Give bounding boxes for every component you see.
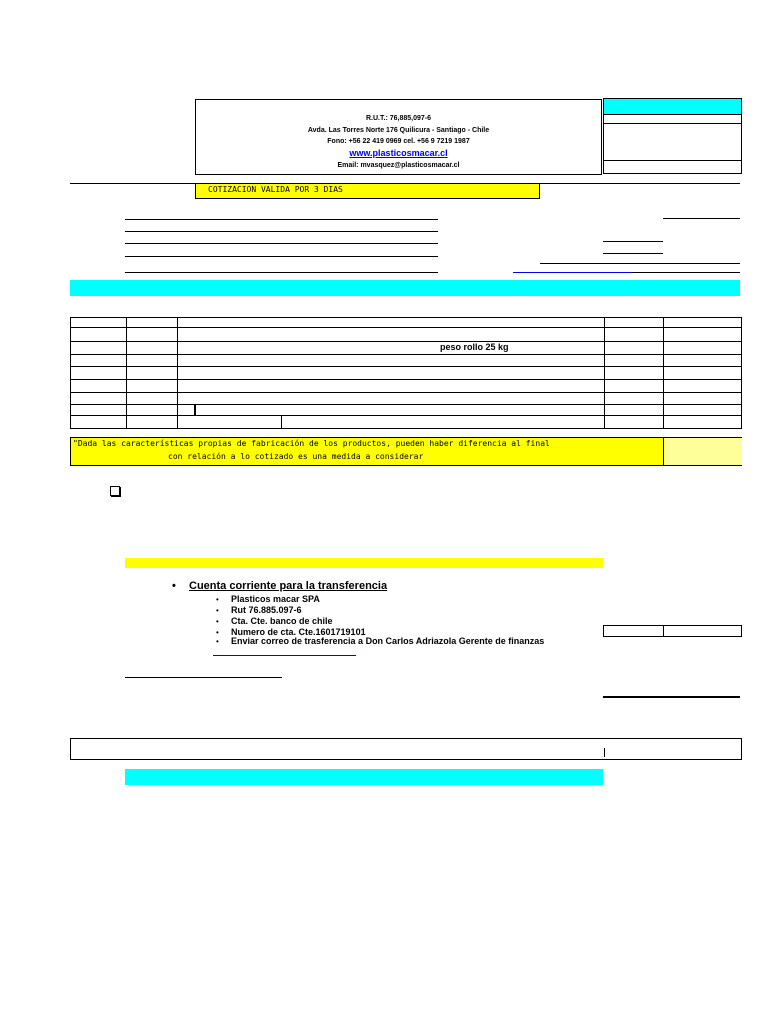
table-row	[71, 354, 741, 355]
client-field-line	[125, 231, 438, 232]
transfer-item: Enviar correo de trasferencia a Don Carlos Adriazola Gerente de finanzas	[231, 636, 545, 646]
transfer-heading: Cuenta corriente para la transferencia	[189, 580, 388, 592]
text-cursor	[194, 404, 196, 415]
company-phone: Fono: +56 22 419 0969 cel. +56 9 7219 1987	[327, 138, 470, 145]
disclaimer-line-1: "Dada las características propias de fabricación de los productos, pueden haber diferencia al final	[73, 439, 550, 448]
disclaimer-note	[70, 437, 742, 466]
table-row	[71, 341, 741, 342]
checkbox-icon[interactable]	[110, 486, 120, 496]
company-header-box	[195, 99, 602, 175]
transfer-item: Plasticos macar SPA	[231, 594, 320, 604]
footer-box	[70, 738, 742, 760]
table-row	[71, 379, 741, 380]
company-address: Avda. Las Torres Norte 176 Quilicura - Santiago - Chile	[307, 127, 490, 134]
bullet-icon: •	[216, 617, 219, 626]
right-field-line	[631, 272, 740, 273]
signature-line	[125, 677, 282, 678]
company-website-link[interactable]: www.plasticosmacar.cl	[349, 148, 448, 158]
table-row	[71, 366, 741, 367]
footer-box-divider	[604, 748, 605, 757]
table-row	[71, 404, 741, 405]
table-row	[71, 415, 741, 416]
quote-box-divider	[604, 160, 741, 161]
disclaimer-line-2: con relación a lo cotizado es una medida a considerar	[168, 452, 424, 461]
client-field-line	[125, 219, 438, 220]
bullet-icon: •	[216, 595, 219, 604]
quote-box-divider	[604, 123, 741, 124]
note-side-cell	[663, 438, 742, 465]
company-website-row	[196, 148, 601, 158]
signature-line	[603, 696, 740, 698]
table-column-divider	[281, 415, 282, 428]
email-link-line[interactable]	[513, 272, 631, 273]
transfer-item: Rut 76.885.097-6	[231, 605, 302, 615]
date-field-line	[663, 218, 740, 219]
table-header-band	[70, 280, 740, 296]
highlight-band	[125, 558, 603, 568]
client-field-line	[125, 243, 438, 244]
right-field-line	[603, 253, 663, 254]
validity-banner	[195, 183, 540, 199]
company-rut: R.U.T.: 76,885,097-6	[366, 115, 431, 122]
total-box	[603, 625, 742, 637]
table-column-divider	[604, 318, 605, 428]
transfer-item: Cta. Cte. banco de chile	[231, 616, 333, 626]
table-column-divider	[126, 318, 127, 428]
right-field-line	[540, 263, 740, 264]
company-email: Email: mvasquez@plasticosmacar.cl	[337, 162, 460, 169]
roll-weight-note: peso rollo 25 kg	[440, 342, 509, 352]
table-column-divider	[177, 318, 178, 428]
total-box-divider	[663, 626, 664, 636]
table-column-divider	[663, 318, 664, 428]
table-row	[71, 327, 741, 328]
bullet-icon: •	[216, 637, 219, 646]
quote-number-box	[603, 98, 742, 174]
footer-band	[125, 769, 603, 785]
client-field-line	[125, 256, 438, 257]
validity-text: COTIZACION VALIDA POR 3 DIAS	[208, 185, 343, 194]
items-table	[70, 317, 742, 429]
quote-number-cell	[604, 99, 741, 115]
table-row	[71, 392, 741, 393]
finance-email-link[interactable]	[213, 655, 356, 656]
transfer-item: Numero de cta. Cte.1601719101	[231, 627, 366, 637]
bullet-icon: •	[216, 628, 219, 637]
right-field-line	[603, 241, 663, 242]
client-field-line	[125, 272, 438, 273]
bullet-icon: •	[216, 606, 219, 615]
bullet-icon: •	[172, 580, 176, 592]
